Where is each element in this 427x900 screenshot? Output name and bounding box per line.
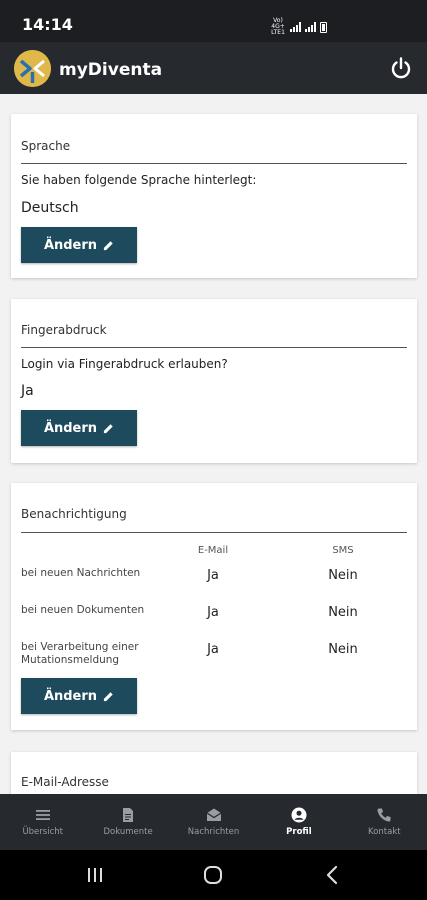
notification-row-email: Ja xyxy=(207,605,219,620)
email-title: E-Mail-Adresse xyxy=(21,775,109,789)
nav-label: Kontakt xyxy=(368,827,401,837)
notification-row-sms: Nein xyxy=(328,642,358,657)
fingerprint-question: Login via Fingerabdruck erlauben? xyxy=(21,357,228,371)
column-email: E-Mail xyxy=(197,545,229,556)
notifications-title: Benachrichtigung xyxy=(21,507,127,521)
notification-row-label: bei neuen Nachrichten xyxy=(21,567,141,579)
change-fingerprint-button[interactable] xyxy=(21,410,137,446)
notification-row-sms: Nein xyxy=(328,605,358,620)
nav-item-profile[interactable] xyxy=(256,794,341,850)
nav-item-messages[interactable] xyxy=(171,794,256,850)
battery-icon xyxy=(320,22,327,33)
notification-row-label: bei Verarbeitung einer Mutationsmeldung xyxy=(21,641,139,666)
status-bar xyxy=(0,0,427,42)
nav-item-contact[interactable] xyxy=(342,794,427,850)
button-label: Ändern xyxy=(43,237,98,253)
divider xyxy=(21,163,407,164)
divider xyxy=(21,347,407,348)
fingerprint-value: Ja xyxy=(21,383,34,399)
language-value: Deutsch xyxy=(21,200,79,216)
status-time: 14:14 xyxy=(22,15,73,34)
notification-row-email: Ja xyxy=(207,642,219,657)
button-label: Ändern xyxy=(43,688,98,704)
language-question: Sie haben folgende Sprache hinterlegt: xyxy=(21,173,257,187)
nav-item-documents[interactable] xyxy=(85,794,170,850)
app-logo-icon xyxy=(14,50,51,87)
change-notifications-button[interactable] xyxy=(21,678,137,714)
nav-label: Dokumente xyxy=(103,827,153,837)
divider xyxy=(21,532,407,533)
signal-icon-2 xyxy=(305,22,316,32)
notifications-card xyxy=(11,483,417,730)
nav-label: Nachrichten xyxy=(187,827,240,837)
fingerprint-card xyxy=(11,299,417,463)
notification-row-sms: Nein xyxy=(328,568,358,583)
bottom-nav xyxy=(0,794,427,850)
language-title: Sprache xyxy=(21,139,71,153)
mail-icon xyxy=(206,807,222,823)
status-icons xyxy=(270,18,327,36)
recent-apps-icon[interactable] xyxy=(83,863,107,887)
phone-icon xyxy=(376,807,392,823)
profile-content xyxy=(0,94,427,794)
notification-row-label: bei neuen Dokumenten xyxy=(21,604,145,616)
back-icon[interactable] xyxy=(321,863,345,887)
app-bar xyxy=(0,42,427,94)
system-nav-bar xyxy=(0,850,427,900)
fingerprint-title: Fingerabdruck xyxy=(21,323,107,337)
power-icon[interactable] xyxy=(389,56,413,80)
nav-item-overview[interactable] xyxy=(0,794,85,850)
column-sms: SMS xyxy=(332,545,354,556)
profile-icon xyxy=(291,807,307,823)
email-card xyxy=(11,752,417,794)
pencil-icon xyxy=(103,240,114,251)
notification-row-email: Ja xyxy=(207,568,219,583)
pencil-icon xyxy=(103,691,114,702)
change-language-button[interactable] xyxy=(21,227,137,263)
button-label: Ändern xyxy=(43,420,98,436)
network-indicator: Vo) 4G+ LTE1 xyxy=(271,17,285,36)
nav-label: Übersicht xyxy=(22,827,63,837)
signal-icon xyxy=(290,22,301,32)
pencil-icon xyxy=(103,423,114,434)
home-icon[interactable] xyxy=(201,863,225,887)
document-icon xyxy=(120,807,136,823)
menu-icon xyxy=(35,807,51,823)
nav-label: Profil xyxy=(286,827,312,837)
language-card xyxy=(11,114,417,278)
app-title: myDiventa xyxy=(59,60,163,80)
